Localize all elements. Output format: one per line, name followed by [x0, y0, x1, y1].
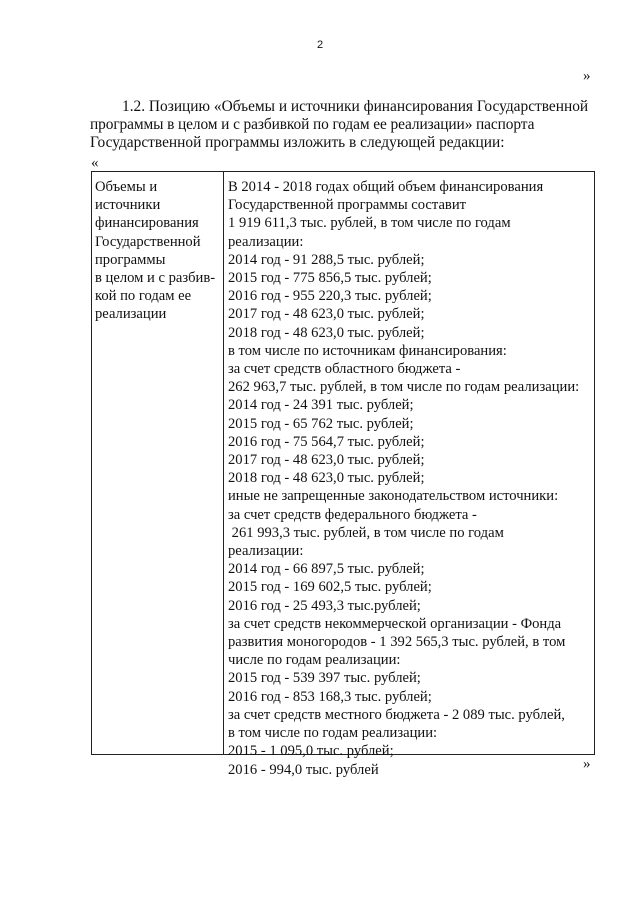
position-name-line: финансирования: [95, 215, 199, 232]
position-name-line: реализации: [95, 306, 167, 323]
position-name-line: Государственной: [95, 233, 201, 250]
financing-detail-line: в том числе по годам реализации:: [228, 725, 438, 742]
financing-detail-line: иные не запрещенные законодательством источники:: [228, 488, 559, 505]
financing-detail-line: 1 919 611,3 тыс. рублей, в том числе по годам: [228, 215, 511, 232]
financing-detail-line: 2015 год - 775 856,5 тыс. рублей;: [228, 270, 432, 287]
amendment-paragraph: [90, 98, 598, 152]
position-name-cell: [95, 178, 221, 324]
financing-detail-line: 2015 год - 169 602,5 тыс. рублей;: [228, 579, 432, 596]
opening-quote: «: [91, 155, 99, 171]
financing-detail-line: 2016 год - 955 220,3 тыс. рублей;: [228, 288, 432, 305]
financing-detail-line: 2015 - 1 095,0 тыс. рублей;: [228, 743, 394, 760]
financing-detail-line: реализации:: [228, 233, 304, 250]
financing-detail-line: реализации:: [228, 543, 304, 560]
paragraph-line: программы в целом и с разбивкой по годам ее реализации» паспорта: [90, 116, 535, 133]
position-name-line: источники: [95, 197, 161, 214]
page-number: 2: [316, 39, 324, 51]
financing-detail-line: 2016 год - 25 493,3 тыс.рублей;: [228, 597, 421, 614]
financing-detail-line: 262 963,7 тыс. рублей, в том числе по годам реализации:: [228, 379, 580, 396]
financing-detail-line: 2014 год - 24 391 тыс. рублей;: [228, 397, 414, 414]
financing-detail-line: 2017 год - 48 623,0 тыс. рублей;: [228, 306, 425, 323]
financing-detail-line: за счет средств некоммерческой организации - Фонда: [228, 615, 562, 632]
financing-detail-line: 2016 год - 75 564,7 тыс. рублей;: [228, 433, 425, 450]
financing-detail-line: 2014 год - 91 288,5 тыс. рублей;: [228, 251, 425, 268]
closing-quote-bottom: »: [583, 756, 591, 772]
financing-detail-line: за счет средств областного бюджета -: [228, 361, 461, 378]
financing-detail-line: 2018 год - 48 623,0 тыс. рублей;: [228, 470, 425, 487]
financing-detail-line: в том числе по источникам финансирования:: [228, 342, 507, 359]
financing-detail-line: развития моногородов - 1 392 565,3 тыс. рублей, в том: [228, 634, 566, 651]
financing-detail-line: 2016 - 994,0 тыс. рублей: [228, 761, 379, 778]
financing-detail-line: числе по годам реализации:: [228, 652, 401, 669]
financing-detail-line: 2015 год - 65 762 тыс. рублей;: [228, 415, 414, 432]
financing-detail-line: 2017 год - 48 623,0 тыс. рублей;: [228, 452, 425, 469]
financing-detail-line: 2015 год - 539 397 тыс. рублей;: [228, 670, 421, 687]
closing-quote-top: »: [583, 68, 591, 84]
position-name-line: Объемы и: [95, 179, 158, 195]
financing-detail-line: 2014 год - 66 897,5 тыс. рублей;: [228, 561, 425, 578]
financing-detail-line: 2016 год - 853 168,3 тыс. рублей;: [228, 688, 432, 705]
financing-detail-line: 261 993,3 тыс. рублей, в том числе по годам: [228, 524, 504, 541]
position-name-line: кой по годам ее: [95, 288, 192, 305]
column-divider: [223, 172, 224, 754]
financing-detail-line: 2018 год - 48 623,0 тыс. рублей;: [228, 324, 425, 341]
financing-detail-line: за счет средств федерального бюджета -: [228, 506, 477, 523]
financing-details-cell: [228, 178, 592, 779]
paragraph-line: Государственной программы изложить в следующей редакции:: [90, 134, 505, 151]
financing-detail-line: за счет средств местного бюджета - 2 089 тыс. рублей,: [228, 706, 565, 723]
financing-detail-line: Государственной программы составит: [228, 197, 467, 214]
position-name-line: программы: [95, 251, 166, 268]
paragraph-line: 1.2. Позицию «Объемы и источники финансирования Государственной: [122, 98, 589, 115]
passport-position-table: [91, 171, 595, 778]
financing-detail-line: В 2014 - 2018 годах общий объем финансирования: [228, 179, 544, 195]
position-name-line: в целом и с разбив-: [95, 270, 216, 287]
